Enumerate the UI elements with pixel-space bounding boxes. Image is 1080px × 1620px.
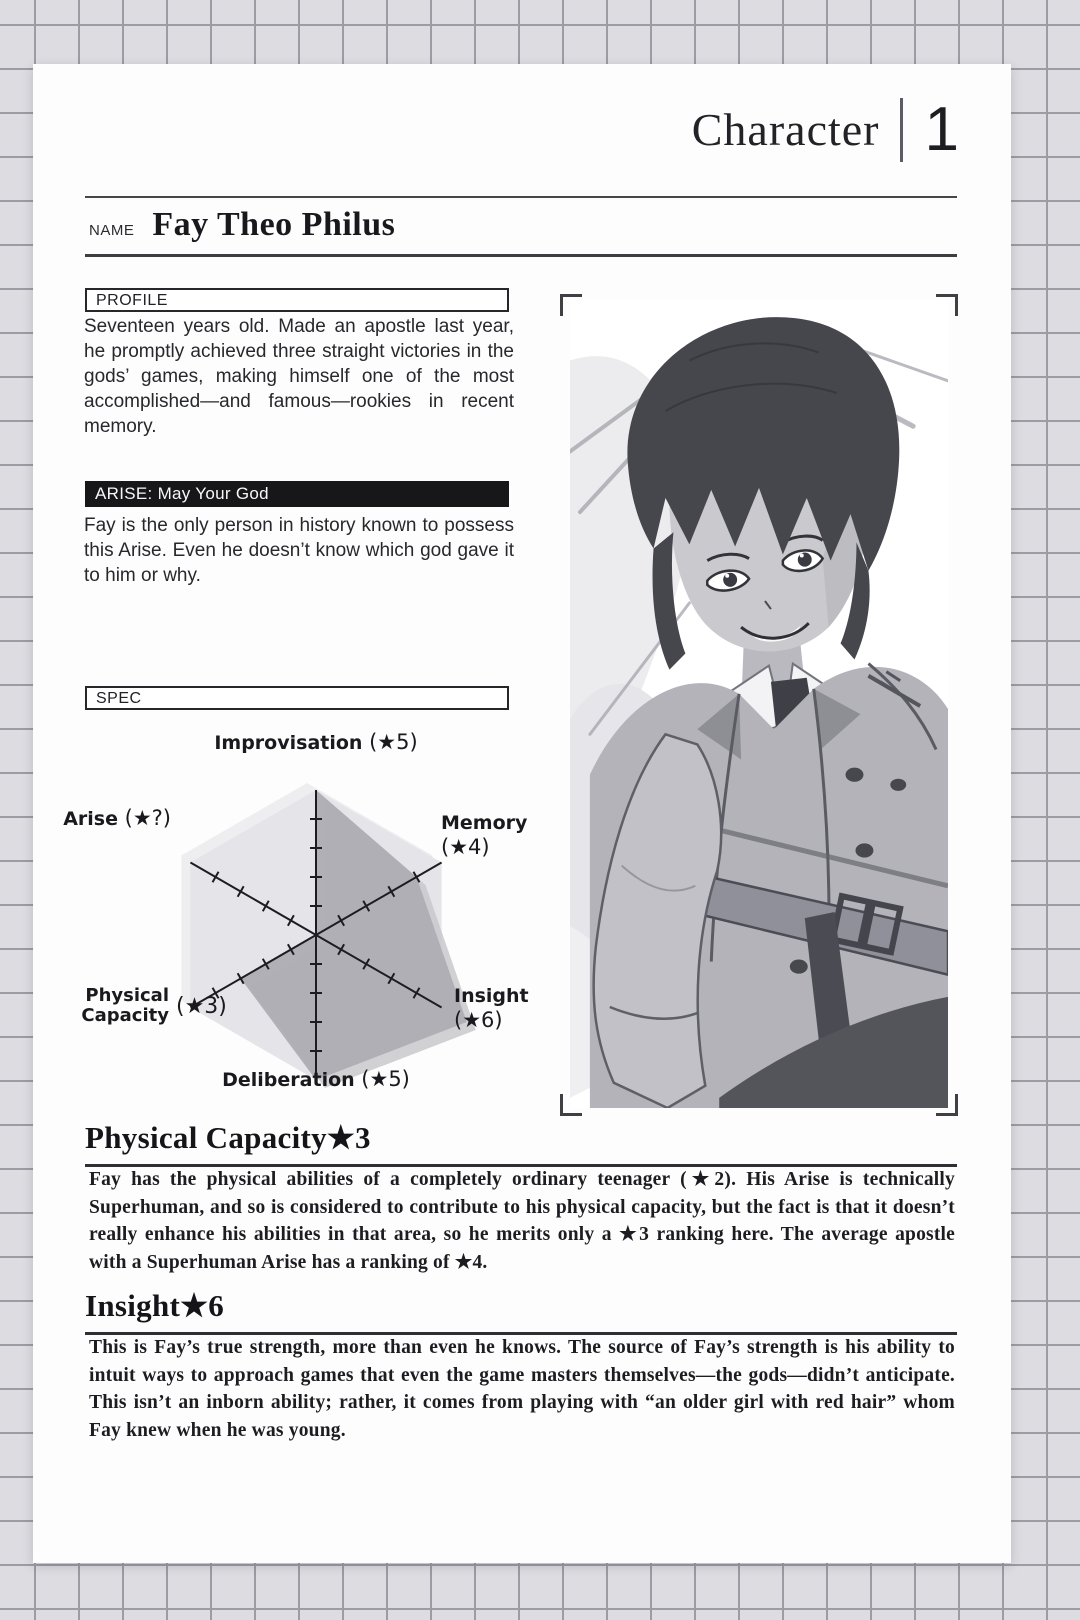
page-header	[691, 95, 959, 164]
radar-label-deliberation: Deliberation (★5)	[222, 1067, 410, 1091]
profile-title-box	[85, 288, 509, 312]
name-rule	[85, 254, 957, 257]
radar-label-arise: Arise (★?)	[63, 806, 171, 830]
section-heading-physical-capacity: Physical Capacity★3	[85, 1120, 957, 1167]
header-rule	[85, 196, 957, 198]
illustration-frame	[560, 294, 958, 1116]
header-section-title: Character	[691, 104, 880, 155]
spec-title-box	[85, 686, 509, 710]
spec-title: SPEC	[96, 690, 142, 707]
header-section-number: 1	[924, 95, 959, 164]
radar-label-physical-capacity: Physical Capacity (★3)	[81, 985, 227, 1026]
arise-body: Fay is the only person in history known to possess this Arise. Even he doesn’t know which god gave it to him or why.	[84, 515, 514, 586]
name-block	[89, 206, 395, 244]
radar-label-improvisation: Improvisation (★5)	[214, 730, 418, 754]
radar-label-insight: Insight (★6)	[454, 985, 529, 1032]
name-label: NAME	[89, 222, 135, 239]
radar-label-memory: Memory (★4)	[441, 812, 528, 859]
character-illustration	[570, 300, 948, 1108]
arise-title-box	[85, 481, 509, 507]
character-name: Fay Theo Philus	[152, 206, 396, 243]
book-page	[33, 64, 1011, 1563]
profile-title: PROFILE	[96, 292, 168, 309]
arise-title: ARISE: May Your God	[95, 484, 269, 503]
profile-body: Seventeen years old. Made an apostle last year, he promptly achieved three straight victories in the gods’ games, making himself one of the most accomplished—and famous—rookies in recent memory.	[84, 316, 514, 437]
section-body-insight: This is Fay’s true strength, more than even he knows. The source of Fay’s strength is his ability to intuit ways to approach games that even the game masters themselves—the gods—didn’t anticipate. This isn’t an inborn ability; rather, it comes from playing with “an older girl with red hair” whom Fay knew when he was young.	[89, 1337, 955, 1441]
section-body-physical-capacity: Fay has the physical abilities of a completely ordinary teenager (★2). His Arise is technically Superhuman, and so is considered to contribute to his physical capacity, but the fact is that it doesn’t really enhance his abilities in that area, so he merits only a ★3 ranking here. The average apostle with a Superhuman Arise has a ranking of ★4.	[89, 1169, 955, 1273]
section-heading-insight: Insight★6	[85, 1288, 957, 1335]
header-divider	[900, 98, 903, 162]
